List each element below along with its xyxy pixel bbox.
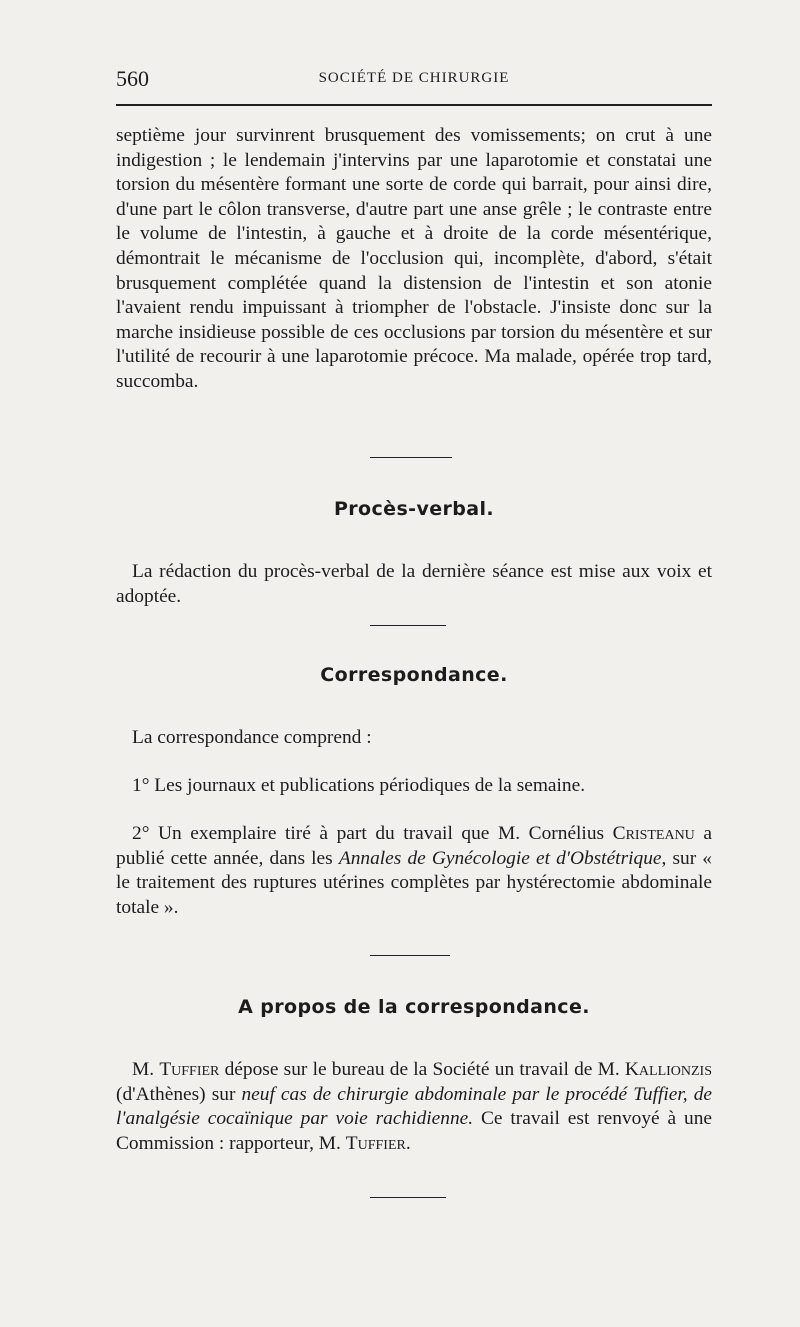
a-propos-text-3: (d'Athènes) sur bbox=[116, 1083, 242, 1105]
a-propos-text bbox=[116, 1058, 712, 1156]
name-kallionzis: Kallionzis bbox=[624, 1059, 713, 1080]
running-title: SOCIÉTÉ DE CHIRURGIE bbox=[318, 70, 510, 86]
author-name-cristeanu: Cristeanu bbox=[612, 823, 695, 844]
name-tuffier-rapporteur: Tuffier bbox=[345, 1132, 406, 1154]
a-propos-text-4: Ce travail est renvoyé à une Commission : rapporteur, M. bbox=[116, 1108, 712, 1154]
section-separator bbox=[370, 457, 452, 458]
item2-text-3: , sur « le traitement des ruptures utérines complètes par hystérectomie abdominale totale ». bbox=[116, 847, 712, 918]
section-separator bbox=[370, 1197, 446, 1198]
heading-proces-verbal: Procès-verbal. bbox=[333, 498, 495, 520]
page-number: 560 bbox=[116, 66, 149, 91]
correspondance-intro: La correspondance comprend : bbox=[132, 727, 372, 748]
a-propos-text-2: dépose sur le bureau de la Société un travail de M. bbox=[219, 1059, 625, 1080]
item2-text-2: a publié cette année, dans les bbox=[116, 823, 712, 869]
journal-title: Annales de Gynécologie et d'Obstétrique bbox=[338, 847, 662, 869]
work-title: neuf cas de chirurgie abdominale par le procédé Tuffier, de l'analgésie cocaïnique par voie rachidienne. bbox=[116, 1083, 712, 1130]
heading-a-propos: A propos de la correspondance. bbox=[238, 996, 590, 1018]
section-separator bbox=[370, 625, 446, 626]
page-header bbox=[116, 62, 712, 102]
a-propos-text-1: M. bbox=[132, 1059, 160, 1080]
header-rule bbox=[116, 104, 712, 106]
proces-verbal-text: La rédaction du procès-verbal de la dernière séance est mise aux voix et adoptée. bbox=[116, 561, 712, 607]
section-separator bbox=[370, 955, 450, 956]
name-tuffier: Tuffier bbox=[159, 1059, 220, 1080]
heading-correspondance: Correspondance. bbox=[320, 664, 508, 686]
continued-paragraph: septième jour survinrent brusquement des vomissements; on crut à une indigestion ; le lendemain j'intervins par une laparotomie et constatai une torsion du mésentère formant une sorte de corde qui barrait, pour ainsi dire, d'une part le côlon transverse, d'autre part une anse grêle ; le contraste entre le volume de l'intestin, à gauche et à droite de la corde mésentérique, démontrait le mécanisme de l'occlusion qui, incomplète, d'abord, s'était brusquement complétée quand la distension de l'intestin et son atonie l'avaient rendu impuissant à triompher de l'obstacle. J'insiste donc sur la marche insidieuse possible de ces occlusions par torsion du mésentère et sur l'utilité de recourir à une laparotomie précoce. Ma malade, opérée trop tard, succomba. bbox=[116, 125, 712, 392]
a-propos-text-5: . bbox=[405, 1132, 411, 1154]
correspondance-item-1: 1° Les journaux et publications périodiques de la semaine. bbox=[132, 775, 586, 796]
item2-text-1: 2° Un exemplaire tiré à part du travail que M. Cornélius bbox=[132, 823, 613, 844]
correspondance-item-2 bbox=[116, 822, 712, 920]
